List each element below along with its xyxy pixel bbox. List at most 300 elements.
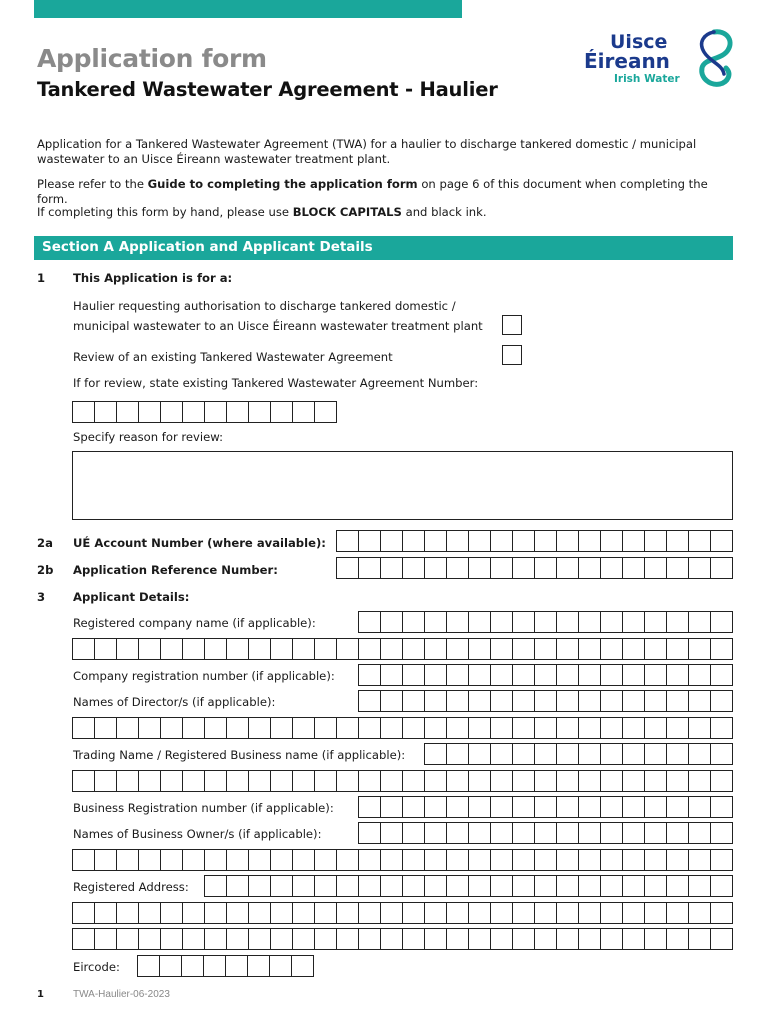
char-cell[interactable] [535,718,557,738]
char-cell[interactable] [689,531,711,551]
char-cell[interactable] [139,929,161,949]
char-cell[interactable] [579,744,601,764]
char-cell[interactable] [95,903,117,923]
char-cell[interactable] [535,850,557,870]
char-cell[interactable] [381,665,403,685]
char-cell[interactable] [689,876,711,896]
char-cell[interactable] [535,612,557,632]
char-cell[interactable] [601,823,623,843]
char-cell[interactable] [667,876,689,896]
char-cell[interactable] [73,903,95,923]
char-cell[interactable] [293,929,315,949]
char-cell[interactable] [579,612,601,632]
char-cell[interactable] [293,402,315,422]
char-cell[interactable] [183,639,205,659]
char-cell[interactable] [381,929,403,949]
char-cell[interactable] [645,665,667,685]
char-cell[interactable] [182,956,204,976]
char-cell[interactable] [315,929,337,949]
char-cell[interactable] [601,558,623,578]
char-cell[interactable] [469,691,491,711]
char-cell[interactable] [447,531,469,551]
registered-address-input-row3[interactable] [72,928,733,950]
char-cell[interactable] [623,929,645,949]
company-name-input-row2[interactable] [72,638,733,660]
char-cell[interactable] [579,531,601,551]
char-cell[interactable] [205,876,227,896]
company-registration-input[interactable] [358,664,733,686]
char-cell[interactable] [689,718,711,738]
char-cell[interactable] [381,718,403,738]
char-cell[interactable] [645,744,667,764]
char-cell[interactable] [491,797,513,817]
char-cell[interactable] [293,639,315,659]
char-cell[interactable] [667,823,689,843]
char-cell[interactable] [667,903,689,923]
char-cell[interactable] [469,771,491,791]
char-cell[interactable] [227,876,249,896]
char-cell[interactable] [447,797,469,817]
char-cell[interactable] [249,850,271,870]
char-cell[interactable] [359,558,381,578]
char-cell[interactable] [623,639,645,659]
char-cell[interactable] [227,402,249,422]
char-cell[interactable] [491,823,513,843]
char-cell[interactable] [315,876,337,896]
char-cell[interactable] [425,903,447,923]
char-cell[interactable] [227,929,249,949]
char-cell[interactable] [117,903,139,923]
char-cell[interactable] [645,771,667,791]
char-cell[interactable] [711,718,733,738]
char-cell[interactable] [381,850,403,870]
char-cell[interactable] [601,744,623,764]
char-cell[interactable] [403,876,425,896]
char-cell[interactable] [425,876,447,896]
char-cell[interactable] [73,929,95,949]
char-cell[interactable] [513,771,535,791]
char-cell[interactable] [491,612,513,632]
char-cell[interactable] [73,639,95,659]
char-cell[interactable] [381,612,403,632]
directors-input-row2[interactable] [72,717,733,739]
char-cell[interactable] [491,850,513,870]
char-cell[interactable] [469,903,491,923]
char-cell[interactable] [645,850,667,870]
char-cell[interactable] [491,771,513,791]
char-cell[interactable] [579,903,601,923]
char-cell[interactable] [403,639,425,659]
char-cell[interactable] [447,903,469,923]
char-cell[interactable] [337,531,359,551]
char-cell[interactable] [425,771,447,791]
char-cell[interactable] [447,639,469,659]
char-cell[interactable] [491,876,513,896]
char-cell[interactable] [139,639,161,659]
char-cell[interactable] [139,771,161,791]
char-cell[interactable] [227,718,249,738]
char-cell[interactable] [248,956,270,976]
char-cell[interactable] [689,903,711,923]
char-cell[interactable] [293,850,315,870]
char-cell[interactable] [469,558,491,578]
char-cell[interactable] [491,744,513,764]
char-cell[interactable] [359,612,381,632]
char-cell[interactable] [469,665,491,685]
char-cell[interactable] [271,929,293,949]
char-cell[interactable] [403,718,425,738]
char-cell[interactable] [469,929,491,949]
char-cell[interactable] [249,639,271,659]
char-cell[interactable] [161,639,183,659]
char-cell[interactable] [623,850,645,870]
char-cell[interactable] [227,850,249,870]
char-cell[interactable] [667,691,689,711]
char-cell[interactable] [513,850,535,870]
char-cell[interactable] [359,797,381,817]
char-cell[interactable] [161,903,183,923]
char-cell[interactable] [513,929,535,949]
char-cell[interactable] [535,903,557,923]
char-cell[interactable] [667,531,689,551]
char-cell[interactable] [381,531,403,551]
char-cell[interactable] [513,558,535,578]
char-cell[interactable] [513,823,535,843]
char-cell[interactable] [667,558,689,578]
char-cell[interactable] [557,744,579,764]
char-cell[interactable] [447,612,469,632]
char-cell[interactable] [425,744,447,764]
char-cell[interactable] [535,929,557,949]
eircode-input[interactable] [137,955,314,977]
char-cell[interactable] [425,718,447,738]
char-cell[interactable] [293,771,315,791]
char-cell[interactable] [95,771,117,791]
char-cell[interactable] [469,823,491,843]
char-cell[interactable] [557,558,579,578]
char-cell[interactable] [623,612,645,632]
char-cell[interactable] [623,797,645,817]
char-cell[interactable] [667,665,689,685]
char-cell[interactable] [645,531,667,551]
char-cell[interactable] [579,823,601,843]
char-cell[interactable] [447,876,469,896]
char-cell[interactable] [381,771,403,791]
char-cell[interactable] [271,903,293,923]
char-cell[interactable] [205,771,227,791]
char-cell[interactable] [491,665,513,685]
char-cell[interactable] [117,402,139,422]
char-cell[interactable] [535,876,557,896]
char-cell[interactable] [403,929,425,949]
char-cell[interactable] [689,558,711,578]
business-owners-input-row1[interactable] [358,822,733,844]
company-name-input-row1[interactable] [358,611,733,633]
char-cell[interactable] [205,639,227,659]
char-cell[interactable] [359,850,381,870]
char-cell[interactable] [579,691,601,711]
char-cell[interactable] [579,850,601,870]
char-cell[interactable] [601,903,623,923]
char-cell[interactable] [359,771,381,791]
char-cell[interactable] [73,718,95,738]
char-cell[interactable] [557,823,579,843]
char-cell[interactable] [249,402,271,422]
char-cell[interactable] [117,718,139,738]
char-cell[interactable] [226,956,248,976]
char-cell[interactable] [425,691,447,711]
char-cell[interactable] [711,691,733,711]
char-cell[interactable] [447,929,469,949]
char-cell[interactable] [447,665,469,685]
char-cell[interactable] [161,771,183,791]
char-cell[interactable] [557,771,579,791]
char-cell[interactable] [513,612,535,632]
char-cell[interactable] [601,665,623,685]
char-cell[interactable] [271,402,293,422]
char-cell[interactable] [447,744,469,764]
char-cell[interactable] [601,639,623,659]
haulier-authorisation-checkbox[interactable] [502,315,522,335]
char-cell[interactable] [513,718,535,738]
char-cell[interactable] [403,850,425,870]
char-cell[interactable] [425,639,447,659]
char-cell[interactable] [337,718,359,738]
char-cell[interactable] [425,612,447,632]
char-cell[interactable] [645,823,667,843]
char-cell[interactable] [117,929,139,949]
char-cell[interactable] [689,929,711,949]
char-cell[interactable] [645,929,667,949]
char-cell[interactable] [161,850,183,870]
char-cell[interactable] [469,718,491,738]
directors-input-row1[interactable] [358,690,733,712]
char-cell[interactable] [601,531,623,551]
registered-address-input-row1[interactable] [204,875,733,897]
char-cell[interactable] [557,929,579,949]
char-cell[interactable] [183,718,205,738]
char-cell[interactable] [623,823,645,843]
char-cell[interactable] [711,771,733,791]
char-cell[interactable] [513,797,535,817]
char-cell[interactable] [425,797,447,817]
char-cell[interactable] [249,771,271,791]
char-cell[interactable] [183,850,205,870]
char-cell[interactable] [557,639,579,659]
char-cell[interactable] [337,771,359,791]
char-cell[interactable] [711,929,733,949]
char-cell[interactable] [689,691,711,711]
char-cell[interactable] [447,850,469,870]
char-cell[interactable] [425,929,447,949]
char-cell[interactable] [292,956,314,976]
char-cell[interactable] [359,665,381,685]
review-agreement-number-input[interactable] [72,401,337,423]
char-cell[interactable] [205,850,227,870]
char-cell[interactable] [579,558,601,578]
char-cell[interactable] [667,850,689,870]
char-cell[interactable] [447,823,469,843]
char-cell[interactable] [315,402,337,422]
char-cell[interactable] [667,929,689,949]
char-cell[interactable] [139,402,161,422]
char-cell[interactable] [403,558,425,578]
registered-address-input-row2[interactable] [72,902,733,924]
char-cell[interactable] [491,558,513,578]
char-cell[interactable] [645,797,667,817]
char-cell[interactable] [491,718,513,738]
char-cell[interactable] [359,823,381,843]
char-cell[interactable] [689,850,711,870]
char-cell[interactable] [315,639,337,659]
char-cell[interactable] [381,876,403,896]
char-cell[interactable] [403,665,425,685]
review-reason-textarea[interactable] [72,451,733,520]
char-cell[interactable] [425,558,447,578]
char-cell[interactable] [337,639,359,659]
char-cell[interactable] [535,823,557,843]
char-cell[interactable] [645,876,667,896]
char-cell[interactable] [667,771,689,791]
char-cell[interactable] [359,876,381,896]
char-cell[interactable] [689,639,711,659]
char-cell[interactable] [95,929,117,949]
char-cell[interactable] [469,639,491,659]
char-cell[interactable] [645,718,667,738]
char-cell[interactable] [271,876,293,896]
char-cell[interactable] [579,771,601,791]
char-cell[interactable] [711,744,733,764]
char-cell[interactable] [403,612,425,632]
char-cell[interactable] [227,771,249,791]
char-cell[interactable] [117,850,139,870]
char-cell[interactable] [271,718,293,738]
char-cell[interactable] [315,850,337,870]
char-cell[interactable] [667,797,689,817]
char-cell[interactable] [447,558,469,578]
char-cell[interactable] [139,903,161,923]
char-cell[interactable] [315,771,337,791]
char-cell[interactable] [711,639,733,659]
char-cell[interactable] [249,876,271,896]
review-agreement-checkbox[interactable] [502,345,522,365]
trading-name-input-row2[interactable] [72,770,733,792]
business-owners-input-row2[interactable] [72,849,733,871]
char-cell[interactable] [425,823,447,843]
char-cell[interactable] [381,903,403,923]
char-cell[interactable] [359,903,381,923]
char-cell[interactable] [711,903,733,923]
char-cell[interactable] [689,744,711,764]
char-cell[interactable] [535,531,557,551]
char-cell[interactable] [513,531,535,551]
char-cell[interactable] [579,718,601,738]
char-cell[interactable] [161,929,183,949]
char-cell[interactable] [293,876,315,896]
char-cell[interactable] [601,612,623,632]
char-cell[interactable] [337,558,359,578]
char-cell[interactable] [95,402,117,422]
char-cell[interactable] [535,639,557,659]
char-cell[interactable] [535,665,557,685]
char-cell[interactable] [249,718,271,738]
char-cell[interactable] [623,531,645,551]
char-cell[interactable] [425,531,447,551]
char-cell[interactable] [689,823,711,843]
char-cell[interactable] [601,718,623,738]
char-cell[interactable] [359,691,381,711]
char-cell[interactable] [513,903,535,923]
char-cell[interactable] [601,691,623,711]
char-cell[interactable] [491,691,513,711]
char-cell[interactable] [623,744,645,764]
char-cell[interactable] [711,558,733,578]
char-cell[interactable] [183,929,205,949]
char-cell[interactable] [579,797,601,817]
char-cell[interactable] [161,402,183,422]
char-cell[interactable] [270,956,292,976]
char-cell[interactable] [469,876,491,896]
char-cell[interactable] [601,771,623,791]
char-cell[interactable] [183,402,205,422]
char-cell[interactable] [425,665,447,685]
char-cell[interactable] [557,665,579,685]
char-cell[interactable] [160,956,182,976]
char-cell[interactable] [711,797,733,817]
char-cell[interactable] [491,903,513,923]
ue-account-number-input[interactable] [336,530,733,552]
char-cell[interactable] [557,718,579,738]
char-cell[interactable] [337,876,359,896]
char-cell[interactable] [557,797,579,817]
char-cell[interactable] [645,691,667,711]
char-cell[interactable] [95,639,117,659]
char-cell[interactable] [579,639,601,659]
char-cell[interactable] [359,718,381,738]
char-cell[interactable] [557,903,579,923]
char-cell[interactable] [381,558,403,578]
char-cell[interactable] [271,771,293,791]
char-cell[interactable] [711,850,733,870]
char-cell[interactable] [359,531,381,551]
char-cell[interactable] [623,771,645,791]
char-cell[interactable] [337,903,359,923]
char-cell[interactable] [381,639,403,659]
char-cell[interactable] [138,956,160,976]
char-cell[interactable] [689,612,711,632]
char-cell[interactable] [667,718,689,738]
char-cell[interactable] [667,639,689,659]
char-cell[interactable] [469,612,491,632]
char-cell[interactable] [447,771,469,791]
char-cell[interactable] [623,903,645,923]
char-cell[interactable] [601,797,623,817]
char-cell[interactable] [513,744,535,764]
char-cell[interactable] [711,531,733,551]
char-cell[interactable] [95,850,117,870]
char-cell[interactable] [95,718,117,738]
char-cell[interactable] [425,850,447,870]
char-cell[interactable] [447,691,469,711]
char-cell[interactable] [491,531,513,551]
char-cell[interactable] [359,639,381,659]
business-registration-input[interactable] [358,796,733,818]
char-cell[interactable] [645,612,667,632]
char-cell[interactable] [535,771,557,791]
char-cell[interactable] [579,665,601,685]
char-cell[interactable] [403,903,425,923]
char-cell[interactable] [513,639,535,659]
